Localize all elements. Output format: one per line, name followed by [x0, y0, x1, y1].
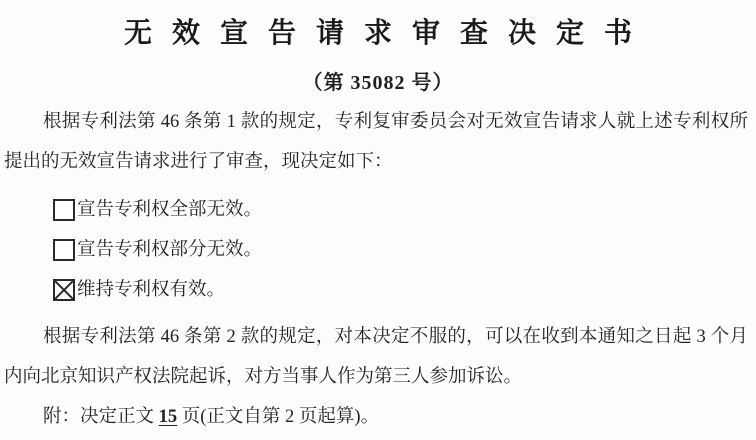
decision-options	[53, 190, 748, 310]
case-number: （第 35082 号）	[302, 72, 454, 94]
attachment-prefix: 附：决定正文	[43, 407, 159, 427]
checkbox-declare-all-invalid[interactable]	[53, 199, 75, 221]
checkbox-maintain-patent-valid[interactable]	[53, 279, 75, 301]
paragraph-appeal-notice: 根据专利法第 46 条第 2 款的规定，对本决定不服的，可以在收到本通知之日起 3 个月内向北京知识产权法院起诉，对方当事人作为第三人参加诉讼。	[4, 327, 748, 387]
option-label: 维持专利权有效。	[77, 280, 226, 300]
paragraph-legal-basis: 根据专利法第 46 条第 1 款的规定，专利复审委员会对无效宣告请求人就上述专利权所提出的无效宣告请求进行了审查，现决定如下：	[4, 112, 748, 172]
document-title: 无效宣告请求审查决定书	[123, 18, 652, 49]
attachment-suffix: 页(正文自第 2 页起算)。	[177, 407, 380, 427]
decision-option-row	[53, 190, 748, 230]
decision-option-row	[53, 230, 748, 270]
decision-option-row	[53, 270, 748, 310]
option-label: 宣告专利权全部无效。	[77, 200, 263, 220]
option-label: 宣告专利权部分无效。	[77, 240, 263, 260]
attachment-page-count: 15	[158, 407, 178, 427]
checkbox-declare-partially-invalid[interactable]	[53, 239, 75, 261]
attachment-note	[4, 397, 748, 437]
document-body	[4, 102, 748, 437]
